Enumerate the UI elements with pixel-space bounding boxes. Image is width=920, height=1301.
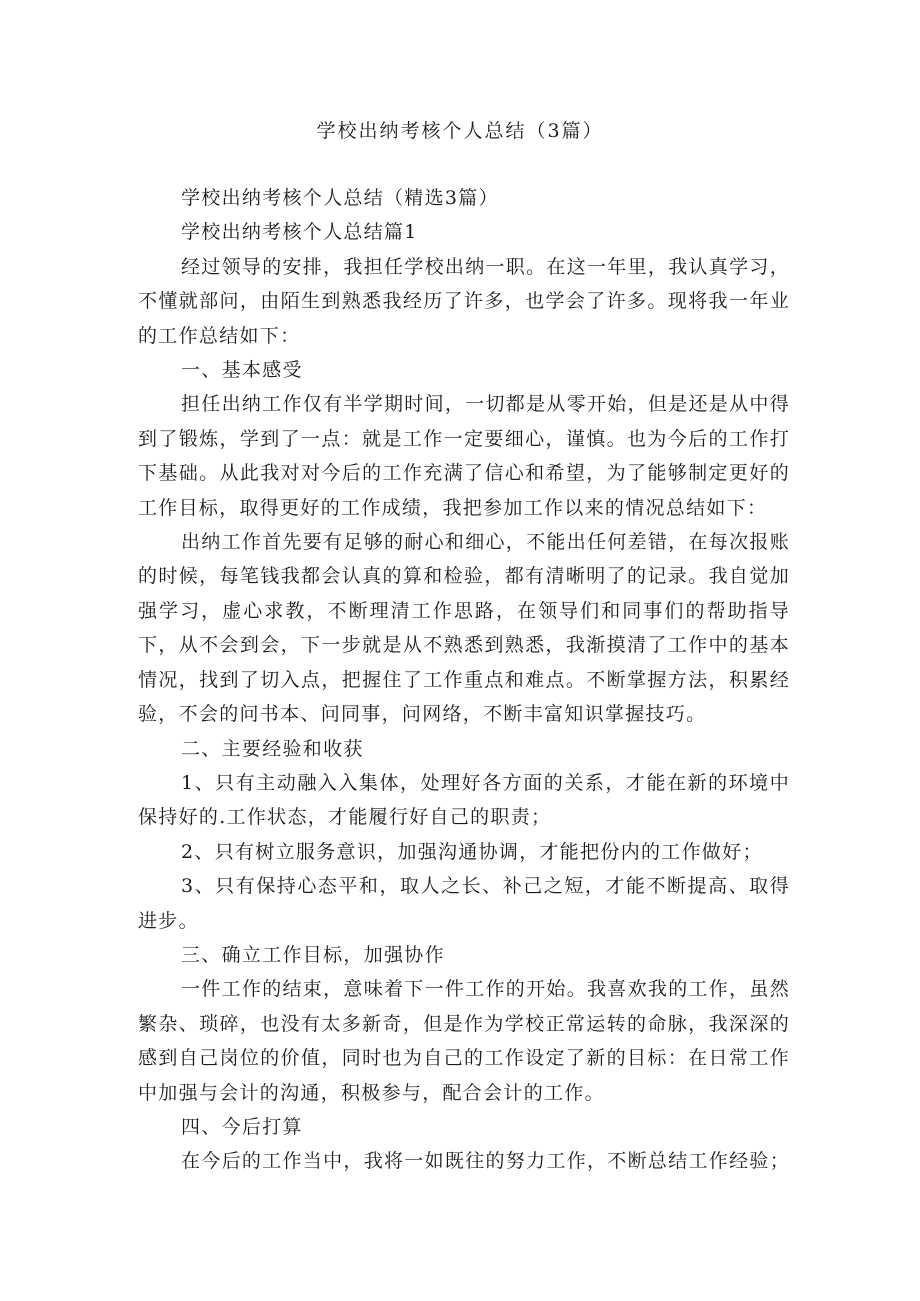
body-paragraph: 经过领导的安排，我担任学校出纳一职。在这一年里，我认真学习，不懂就部问，由陌生到熟悉我经历了许多，也学会了许多。现将我一年业的工作总结如下： [138, 255, 791, 347]
section-heading: 一、基本感受 [181, 359, 303, 382]
section-heading: 四、今后打算 [181, 1115, 303, 1138]
body-paragraph: 在今后的工作当中，我将一如既往的努力工作，不断总结工作经验； [181, 1150, 791, 1173]
list-item: 1、只有主动融入入集体，处理好各方面的关系，才能在新的环境中保持好的.工作状态，才能履行好自己的职责； [138, 771, 790, 829]
body-paragraph: 一件工作的结束，意味着下一件工作的开始。我喜欢我的工作，虽然繁杂、琐碎，也没有太多新奇，但是作为学校正常运转的命脉，我深深的感到自己岗位的价值，同时也为自己的工作设定了新的目标：在日常工作中加强与会计的沟通，积极参与，配合会计的工作。 [138, 978, 791, 1104]
document-title: 学校出纳考核个人总结（3篇） [316, 120, 604, 142]
section-heading: 三、确立工作目标，加强协作 [181, 943, 445, 966]
section-heading: 二、主要经验和收获 [181, 737, 364, 760]
section-heading: 学校出纳考核个人总结篇1 [181, 221, 418, 244]
body-paragraph: 出纳工作首先要有足够的耐心和细心，不能出任何差错，在每次报账的时候，每笔钱我都会认真的算和检验，都有清晰明了的记录。我自觉加强学习，虚心求教，不断理清工作思路，在领导们和同事们的帮助指导下，从不会到会，下一步就是从不熟悉到熟悉，我渐摸清了工作中的基本情况，找到了切入点，把握住了工作重点和难点。不断掌握方法，积累经验，不会的问书本、问同事，问网络，不断丰富知识掌握技巧。 [138, 531, 791, 726]
document-body [138, 181, 790, 1179]
body-paragraph: 担任出纳工作仅有半学期时间，一切都是从零开始，但是还是从中得到了锻炼，学到了一点：就是工作一定要细心，谨慎。也为今后的工作打下基础。从此我对对今后的工作充满了信心和希望，为了能够制定更好的工作目标，取得更好的工作成绩，我把参加工作以来的情况总结如下： [138, 393, 791, 519]
subtitle-paragraph: 学校出纳考核个人总结（精选3篇） [181, 187, 499, 209]
list-item: 3、只有保持心态平和，取人之长、补己之短，才能不断提高、取得进步。 [138, 875, 790, 932]
list-item: 2、只有树立服务意识，加强沟通协调，才能把份内的工作做好； [181, 840, 763, 863]
